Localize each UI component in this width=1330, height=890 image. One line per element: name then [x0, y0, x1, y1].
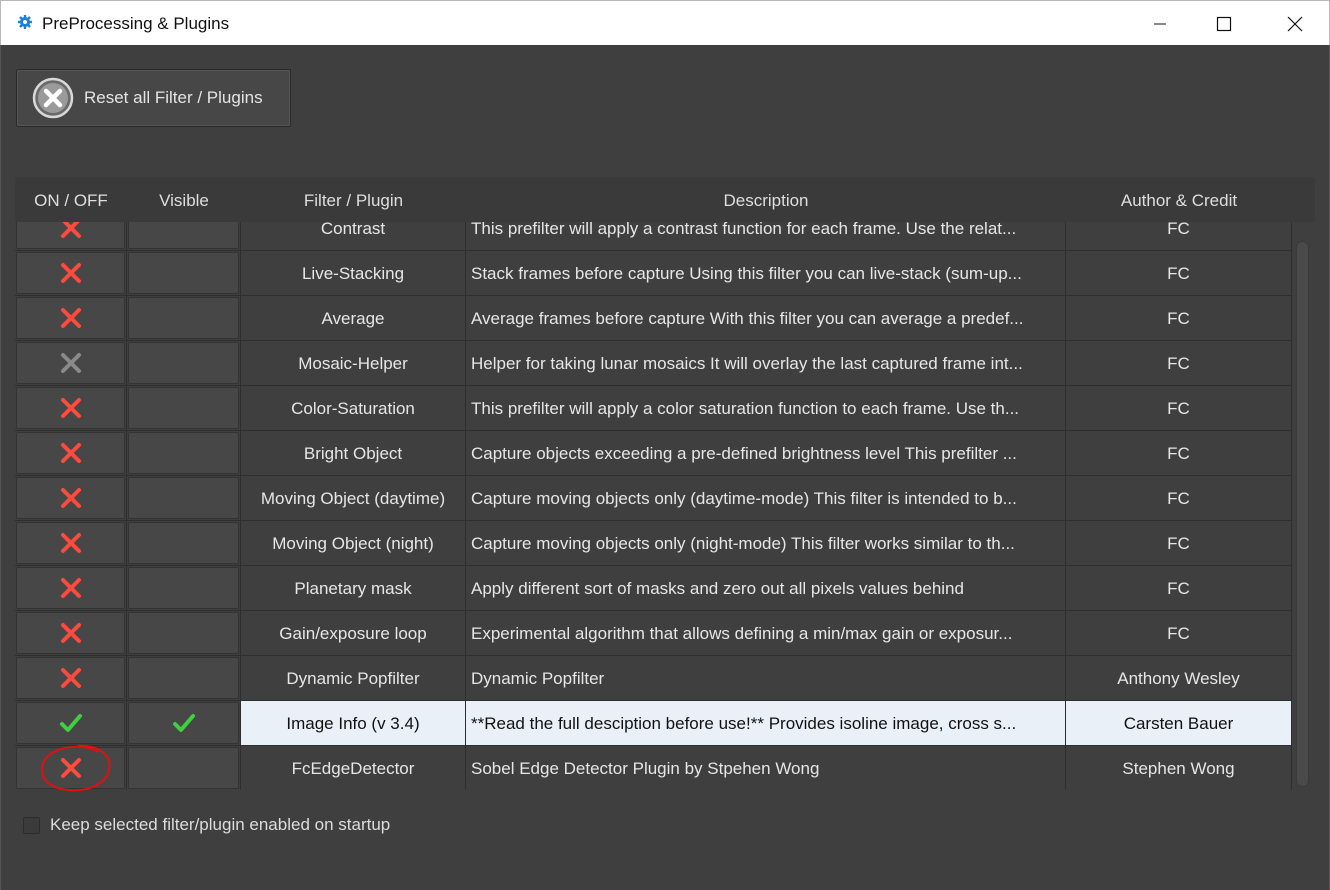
- on-off-toggle[interactable]: [16, 477, 125, 519]
- plugin-name-cell[interactable]: Contrast: [241, 222, 466, 251]
- red-x-icon: [59, 666, 83, 690]
- description-cell[interactable]: Average frames before capture With this filter you can average a predef...: [466, 296, 1066, 341]
- keep-enabled-label: Keep selected filter/plugin enabled on startup: [50, 815, 391, 834]
- title-bar: [0, 0, 1330, 45]
- table-row[interactable]: [15, 656, 1292, 701]
- description-cell[interactable]: **Read the full desciption before use!** Provides isoline image, cross s...: [466, 701, 1066, 746]
- red-x-icon: [59, 486, 83, 510]
- visible-toggle[interactable]: [128, 432, 239, 474]
- author-cell[interactable]: FC: [1066, 251, 1292, 296]
- plugin-name-cell[interactable]: Dynamic Popfilter: [241, 656, 466, 701]
- table-row[interactable]: [15, 251, 1292, 296]
- on-off-toggle[interactable]: [16, 567, 125, 609]
- visible-cell: [127, 431, 241, 476]
- plugin-name-cell[interactable]: Average: [241, 296, 466, 341]
- disabled-x-icon: [59, 351, 83, 375]
- plugin-name-cell[interactable]: FcEdgeDetector: [241, 746, 466, 790]
- visible-cell: [127, 656, 241, 701]
- on-off-toggle[interactable]: [16, 387, 125, 429]
- on-off-cell: [15, 431, 127, 476]
- author-cell[interactable]: Carsten Bauer: [1066, 701, 1292, 746]
- visible-cell: [127, 521, 241, 566]
- plugin-name-cell[interactable]: Color-Saturation: [241, 386, 466, 431]
- visible-cell: [127, 386, 241, 431]
- minimize-button[interactable]: [1125, 1, 1195, 46]
- description-cell[interactable]: Capture moving objects only (daytime-mode) This filter is intended to b...: [466, 476, 1066, 521]
- visible-cell: [127, 746, 241, 790]
- on-off-cell: [15, 566, 127, 611]
- description-cell[interactable]: Capture moving objects only (night-mode) This filter works similar to th...: [466, 521, 1066, 566]
- column-header-on-off[interactable]: ON / OFF: [34, 191, 108, 210]
- visible-cell: [127, 611, 241, 656]
- maximize-button[interactable]: [1189, 1, 1259, 46]
- x-circle-icon: [32, 77, 74, 119]
- on-off-toggle[interactable]: [16, 522, 125, 564]
- table-row[interactable]: [15, 431, 1292, 476]
- author-cell[interactable]: FC: [1066, 386, 1292, 431]
- on-off-cell: [15, 476, 127, 521]
- visible-toggle[interactable]: [128, 342, 239, 384]
- vertical-scrollbar[interactable]: [1296, 241, 1309, 787]
- on-off-cell: [15, 251, 127, 296]
- on-off-toggle[interactable]: [16, 612, 125, 654]
- table-body: [15, 222, 1292, 790]
- visible-cell: [127, 566, 241, 611]
- plugin-name-cell[interactable]: Image Info (v 3.4): [241, 701, 466, 746]
- description-cell[interactable]: This prefilter will apply a contrast function for each frame. Use the relat...: [466, 222, 1066, 251]
- on-off-toggle[interactable]: [16, 432, 125, 474]
- red-x-icon: [59, 621, 83, 645]
- minimize-icon: [1153, 17, 1167, 31]
- on-off-toggle[interactable]: [16, 342, 125, 384]
- on-off-toggle[interactable]: [16, 702, 125, 744]
- table-row[interactable]: [15, 701, 1292, 746]
- author-cell[interactable]: FC: [1066, 431, 1292, 476]
- plugin-name-cell[interactable]: Gain/exposure loop: [241, 611, 466, 656]
- table-row[interactable]: [15, 386, 1292, 431]
- author-cell[interactable]: FC: [1066, 341, 1292, 386]
- description-cell[interactable]: Helper for taking lunar mosaics It will overlay the last captured frame int...: [466, 341, 1066, 386]
- on-off-cell: [15, 656, 127, 701]
- on-off-cell: [15, 296, 127, 341]
- visible-toggle[interactable]: [128, 222, 239, 249]
- visible-cell: [127, 476, 241, 521]
- table-row[interactable]: [15, 476, 1292, 521]
- on-off-cell: [15, 746, 127, 790]
- table-row[interactable]: [15, 521, 1292, 566]
- author-cell[interactable]: FC: [1066, 566, 1292, 611]
- description-cell[interactable]: This prefilter will apply a color saturation function to each frame. Use th...: [466, 386, 1066, 431]
- visible-toggle[interactable]: [128, 612, 239, 654]
- column-header-visible[interactable]: Visible: [159, 191, 209, 210]
- plugin-name-cell[interactable]: Moving Object (night): [241, 521, 466, 566]
- keep-enabled-option[interactable]: [23, 815, 390, 835]
- description-cell[interactable]: Capture objects exceeding a pre-defined brightness level This prefilter ...: [466, 431, 1066, 476]
- plugin-name-cell[interactable]: Moving Object (daytime): [241, 476, 466, 521]
- visible-toggle[interactable]: [128, 477, 239, 519]
- gear-icon: [17, 14, 33, 30]
- visible-cell: [127, 341, 241, 386]
- close-icon: [1287, 16, 1303, 32]
- plugin-name-cell[interactable]: Live-Stacking: [241, 251, 466, 296]
- column-header-author[interactable]: Author & Credit: [1120, 191, 1238, 210]
- plugin-name-cell[interactable]: Bright Object: [241, 431, 466, 476]
- visible-toggle[interactable]: [128, 702, 239, 744]
- visible-cell: [127, 222, 241, 251]
- visible-cell: [127, 251, 241, 296]
- description-cell[interactable]: Apply different sort of masks and zero out all pixels values behind: [466, 566, 1066, 611]
- on-off-toggle[interactable]: [16, 657, 125, 699]
- red-x-icon: [59, 531, 83, 555]
- table-row[interactable]: [15, 222, 1292, 251]
- author-cell[interactable]: FC: [1066, 521, 1292, 566]
- on-off-toggle[interactable]: [16, 252, 125, 294]
- on-off-cell: [15, 521, 127, 566]
- table-row[interactable]: [15, 296, 1292, 341]
- on-off-toggle[interactable]: [16, 297, 125, 339]
- on-off-cell: [15, 611, 127, 656]
- on-off-toggle[interactable]: [16, 747, 125, 789]
- author-cell[interactable]: FC: [1066, 476, 1292, 521]
- column-header-filter-plugin[interactable]: Filter / Plugin: [303, 191, 404, 210]
- visible-cell: [127, 701, 241, 746]
- visible-toggle[interactable]: [128, 747, 239, 789]
- on-off-cell: [15, 222, 127, 251]
- table-row[interactable]: [15, 746, 1292, 790]
- red-x-icon: [59, 441, 83, 465]
- checkmark-icon: [59, 711, 83, 735]
- visible-toggle[interactable]: [128, 252, 239, 294]
- on-off-cell: [15, 341, 127, 386]
- red-x-icon: [59, 222, 83, 240]
- visible-toggle[interactable]: [128, 297, 239, 339]
- checkmark-icon: [172, 711, 196, 735]
- on-off-cell: [15, 386, 127, 431]
- plugin-table: [15, 177, 1315, 793]
- author-cell[interactable]: FC: [1066, 611, 1292, 656]
- reset-all-label: Reset all Filter / Plugins: [84, 88, 263, 107]
- column-header-description[interactable]: Description: [723, 191, 809, 210]
- visible-toggle[interactable]: [128, 657, 239, 699]
- author-cell[interactable]: Anthony Wesley: [1066, 656, 1292, 701]
- plugin-name-cell[interactable]: Planetary mask: [241, 566, 466, 611]
- on-off-cell: [15, 701, 127, 746]
- table-row[interactable]: [15, 611, 1292, 656]
- window-title: PreProcessing & Plugins: [42, 14, 230, 33]
- author-cell[interactable]: FC: [1066, 222, 1292, 251]
- description-cell[interactable]: Experimental algorithm that allows defining a min/max gain or exposur...: [466, 611, 1066, 656]
- maximize-icon: [1216, 16, 1232, 32]
- visible-toggle[interactable]: [128, 387, 239, 429]
- description-cell[interactable]: Dynamic Popfilter: [466, 656, 1066, 701]
- visible-toggle[interactable]: [128, 522, 239, 564]
- description-cell[interactable]: Stack frames before capture Using this filter you can live-stack (sum-up...: [466, 251, 1066, 296]
- author-cell[interactable]: FC: [1066, 296, 1292, 341]
- reset-all-button[interactable]: [16, 69, 291, 127]
- red-x-icon: [59, 576, 83, 600]
- red-x-icon: [59, 396, 83, 420]
- table-header: [15, 177, 1315, 222]
- close-button[interactable]: [1260, 1, 1330, 46]
- table-row[interactable]: [15, 566, 1292, 611]
- visible-cell: [127, 296, 241, 341]
- description-cell[interactable]: Sobel Edge Detector Plugin by Stpehen Wong: [466, 746, 1066, 790]
- main-panel: [0, 45, 1330, 890]
- keep-enabled-checkbox[interactable]: [23, 817, 40, 834]
- visible-toggle[interactable]: [128, 567, 239, 609]
- red-x-icon: [59, 261, 83, 285]
- red-x-icon: [59, 306, 83, 330]
- author-cell[interactable]: Stephen Wong: [1066, 746, 1292, 790]
- plugin-name-cell[interactable]: Mosaic-Helper: [241, 341, 466, 386]
- on-off-toggle[interactable]: [16, 222, 125, 249]
- table-row[interactable]: [15, 341, 1292, 386]
- red-x-icon: [59, 756, 83, 780]
